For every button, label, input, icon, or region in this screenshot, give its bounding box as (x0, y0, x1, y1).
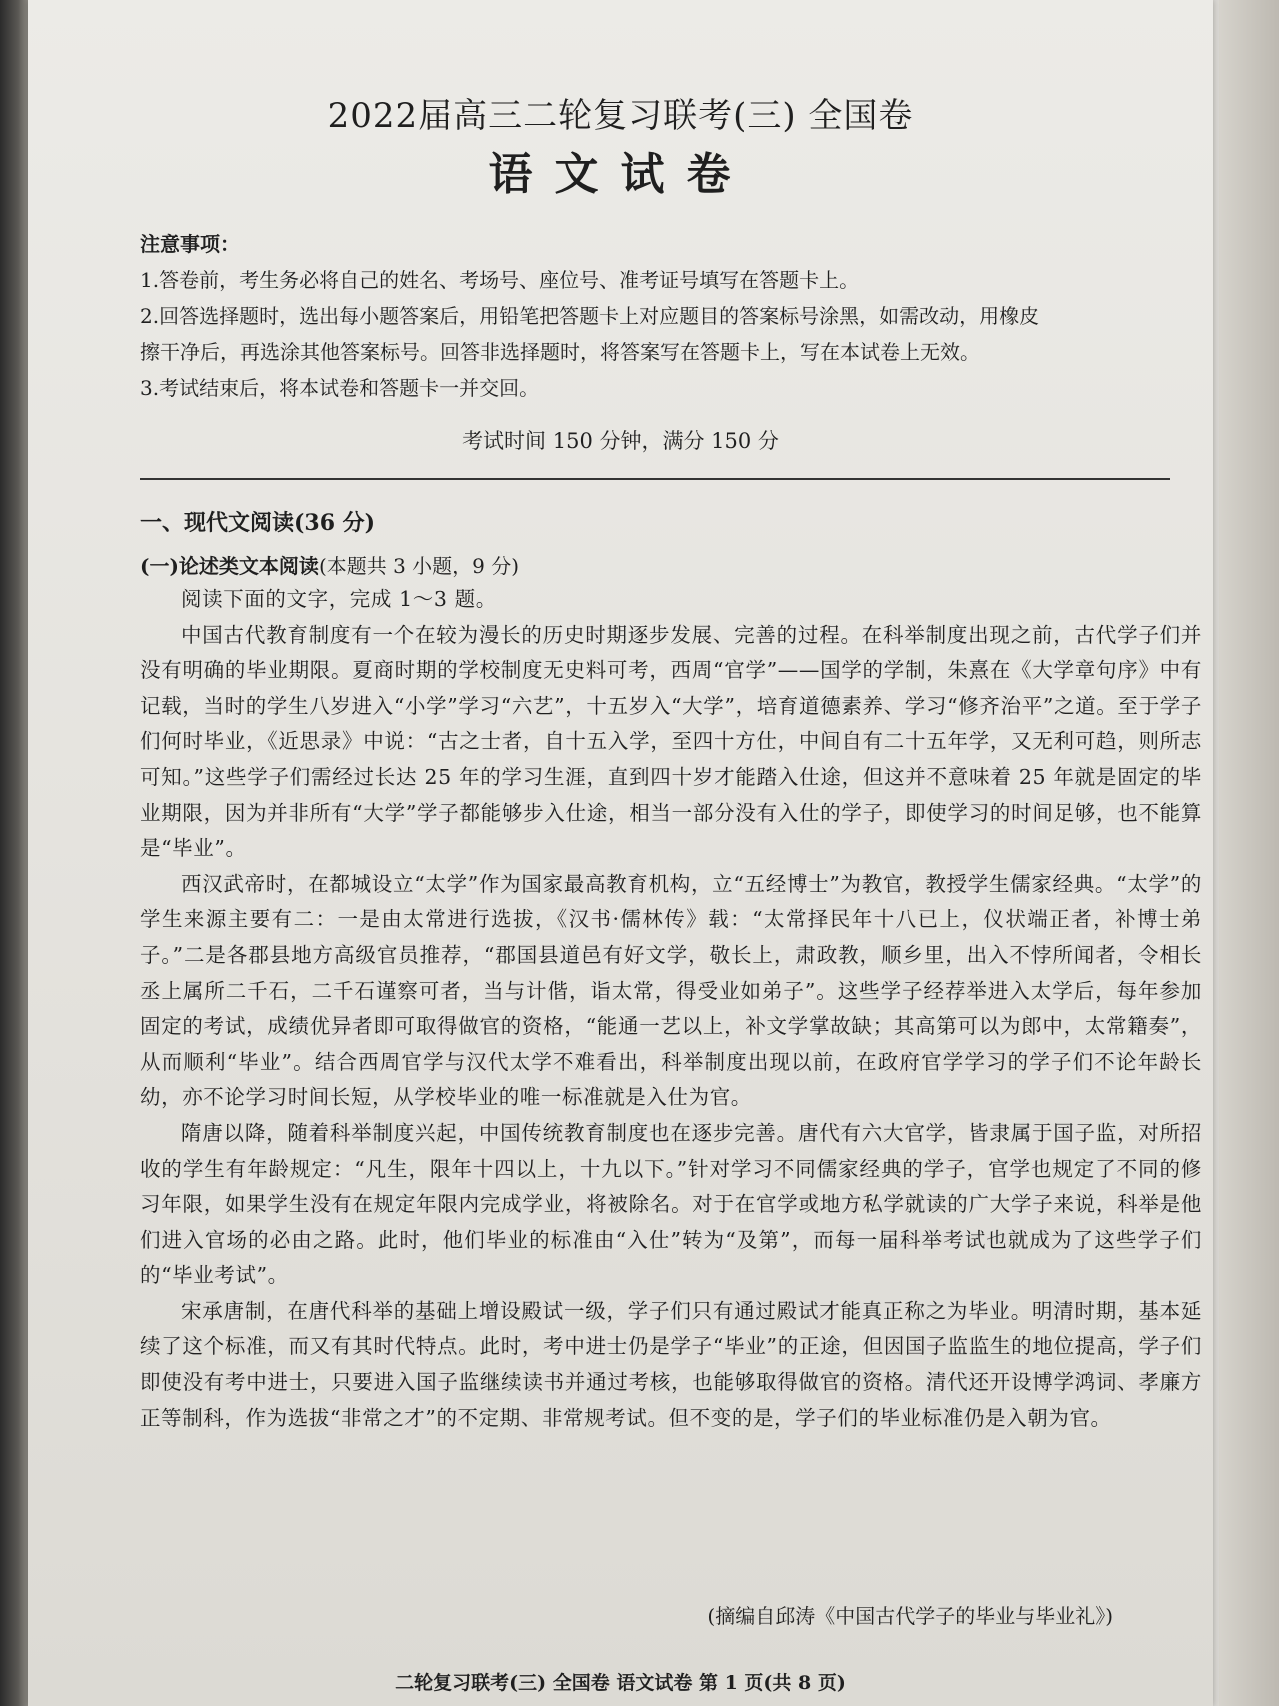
sub-section-title: (一)论述类文本阅读 (140, 554, 319, 578)
background-right-edge (1219, 0, 1279, 1706)
instruction-text: 阅读下面的文字，完成 1～3 题。 (181, 587, 497, 611)
paragraph: 西汉武帝时，在都城设立“太学”作为国家最高教育机构，立“五经博士”为教官，教授学生儒家经典。“太学”的学生来源主要有二：一是由太常进行选拔，《汉书·儒林传》载：“太常择民年十八已上，仪状端正者，补博士弟子。”二是各郡县地方高级官员推荐，“郡国县道邑有好文学，敬长上，肃政教，顺乡里，出入不悖所闻者，令相长丞上属所二千石，二千石谨察可者，当与计偕，诣太常，得受业如弟子”。这些学子经荐举进入太学后，每年参加固定的考试，成绩优异者即可取得做官的资格，“能通一艺以上，补文学掌故缺；其高第可以为郎中，太常籍奏”，从而顺利“毕业”。结合西周官学与汉代太学不难看出，科举制度出现以前，在政府官学学习的学子们不论年龄长幼，亦不论学习时间长短，从学校毕业的唯一标准就是入仕为官。 (140, 871, 1202, 1110)
note-item: 1.答卷前，考生务必将自己的姓名、考场号、座位号、准考证号填写在答题卡上。 (140, 268, 860, 292)
sub-section-heading (140, 550, 519, 579)
divider-line (140, 478, 1170, 480)
exam-page (28, 0, 1213, 1706)
paragraph: 宋承唐制，在唐代科举的基础上增设殿试一级，学子们只有通过殿试才能真正称之为毕业。明清时期，基本延续了这个标准，而又有其时代特点。此时，考中进士仍是学子“毕业”的正途，但因国子监监生的地位提高，学子们即使没有考中进士，只要进入国子监继续读书并通过考核，也能够取得做官的资格。清代还开设博学鸿词、孝廉方正等制科，作为选拔“非常之才”的不定期、非常规考试。但不变的是，学子们的毕业标准仍是入朝为官。 (140, 1298, 1202, 1430)
paragraph: 中国古代教育制度有一个在较为漫长的历史时期逐步发展、完善的过程。在科举制度出现之前，古代学子们并没有明确的毕业期限。夏商时期的学校制度无史料可考，西周“官学”——国学的学制，朱熹在《大学章句序》中有记载，当时的学生八岁进入“小学”学习“六艺”，十五岁入“大学”，培育道德素养、学习“修齐治平”之道。至于学子们何时毕业，《近思录》中说：“古之士者，自十五入学，至四十方仕，中间自有二十五年学，又无利可趋，则所志可知。”这些学子们需经过长达 25 年的学习生涯，直到四十岁才能踏入仕途，但这并不意味着 25 年就是固定的毕业期限，因为并非所有“大学”学子都能够步入仕途，相当一部分没有入仕的学子，即使学习的时间足够，也不能算是“毕业”。 (140, 622, 1202, 861)
note-item: 3.考试结束后，将本试卷和答题卡一并交回。 (140, 376, 540, 400)
paragraph: 隋唐以降，随着科举制度兴起，中国传统教育制度也在逐步完善。唐代有六大官学，皆隶属于国子监，对所招收的学生有年龄规定：“凡生，限年十四以上，十九以下。”针对学习不同儒家经典的学子，官学也规定了不同的修习年限，如果学生没有在规定年限内完成学业，将被除名。对于在官学或地方私学就读的广大学子来说，科举是他们进入官场的必由之路。此时，他们毕业的标准由“入仕”转为“及第”，而每一届科举考试也就成为了这些学子们的“毕业考试”。 (140, 1120, 1202, 1288)
exam-title: 2022届高三二轮复习联考(三) 全国卷 (327, 96, 914, 136)
reading-passage (140, 582, 1202, 1436)
exam-time: 考试时间 150 分钟，满分 150 分 (462, 429, 779, 453)
background-left-edge (0, 0, 30, 1706)
source-citation: (摘编自邱涛《中国古代学子的毕业与毕业礼》) (707, 1604, 1113, 1628)
notes-heading: 注意事项： (140, 232, 240, 256)
page-footer: 二轮复习联考(三) 全国卷 语文试卷 第 1 页(共 8 页) (395, 1672, 846, 1694)
note-item: 擦干净后，再选涂其他答案标号。回答非选择题时，将答案写在答题卡上，写在本试卷上无效。 (140, 340, 980, 364)
note-item: 2.回答选择题时，选出每小题答案后，用铅笔把答题卡上对应题目的答案标号涂黑，如需改动，用橡皮 (140, 304, 1040, 328)
exam-subject-title: 语文试卷 (488, 149, 753, 200)
sub-section-detail: (本题共 3 小题，9 分) (318, 554, 520, 578)
section-heading: 一、现代文阅读(36 分) (140, 510, 376, 536)
notes-block (140, 226, 1180, 406)
